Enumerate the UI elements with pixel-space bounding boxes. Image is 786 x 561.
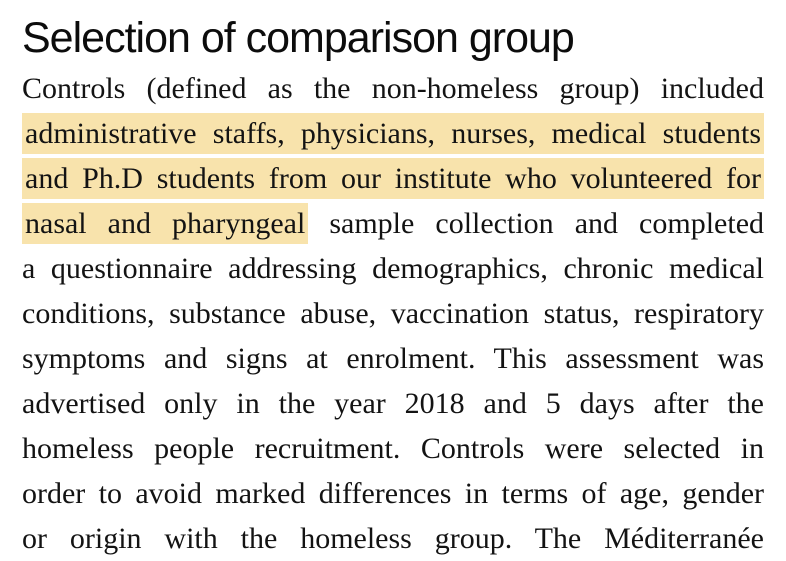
body-text: homeless people recruitment. Controls were selected in	[22, 432, 764, 465]
body-text: conditions, substance abuse, vaccination status, respiratory	[22, 297, 764, 330]
text-line	[22, 426, 764, 471]
body-text: order to avoid marked differences in terms of age, gender	[22, 477, 764, 510]
text-line	[22, 156, 764, 201]
text-line	[22, 246, 764, 291]
body-text: or origin with the homeless group. The Méditerranée	[22, 522, 764, 555]
text-line	[22, 66, 764, 111]
text-line	[22, 111, 764, 156]
text-line	[22, 381, 764, 426]
body-text: symptoms and signs at enrolment. This assessment was	[22, 342, 764, 375]
text-line	[22, 471, 764, 516]
text-line	[22, 291, 764, 336]
body-text: advertised only in the year 2018 and 5 days after the	[22, 387, 764, 420]
body-text: sample collection and completed	[329, 207, 765, 240]
highlighted-text: and Ph.D students from our institute who volunteered for	[22, 158, 764, 199]
text-line	[22, 336, 764, 381]
highlighted-text: nasal and pharyngeal	[22, 203, 308, 244]
body-paragraph	[22, 66, 764, 561]
text-line	[22, 201, 764, 246]
section-heading: Selection of comparison group	[22, 14, 574, 62]
body-text: Controls (defined as the non-homeless group) included	[22, 72, 764, 105]
body-text: a questionnaire addressing demographics, chronic medical	[22, 252, 764, 285]
highlighted-text: administrative staffs, physicians, nurses, medical students	[22, 113, 764, 154]
text-line	[22, 516, 764, 561]
